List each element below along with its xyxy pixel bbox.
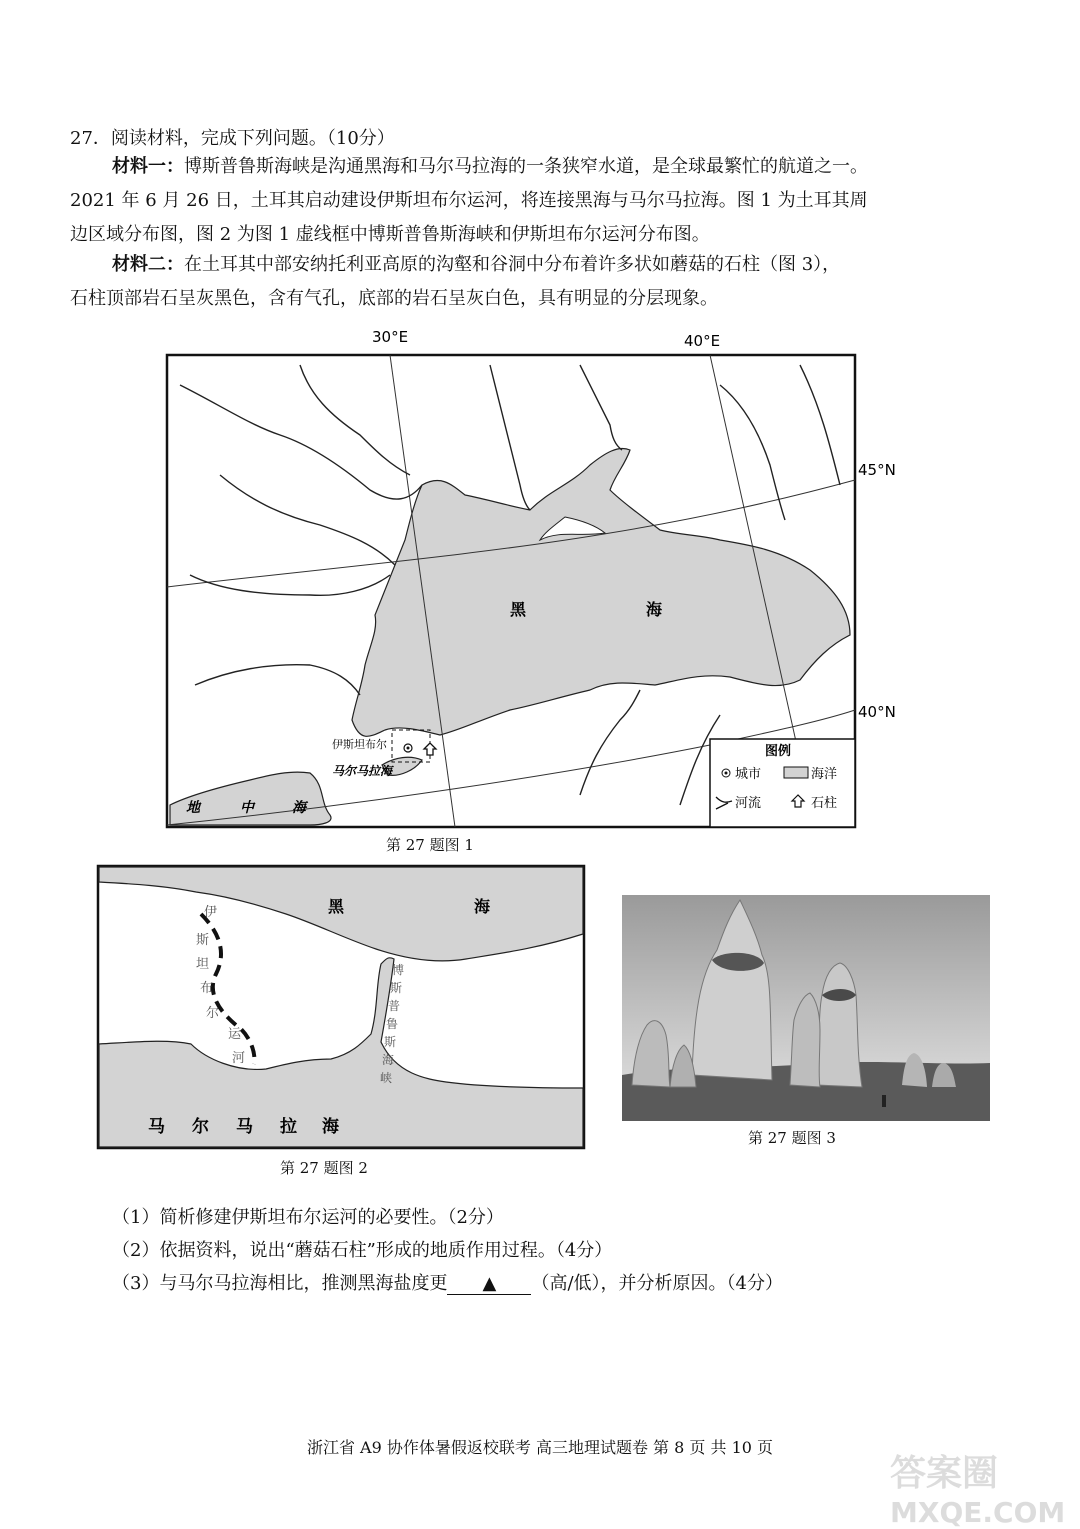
svg-text:坦: 坦 bbox=[196, 957, 210, 972]
svg-text:斯: 斯 bbox=[390, 981, 403, 995]
material1-line1: 博斯普鲁斯海峡是沟通黑海和马尔马拉海的一条狭窄水道，是全球最繁忙的航道之一。 bbox=[184, 156, 868, 177]
material2-line1: 在土耳其中部安纳托利亚高原的沟壑和谷洞中分布着许多状如蘑菇的石柱（图 3）， bbox=[184, 254, 841, 275]
material-one bbox=[70, 150, 868, 252]
svg-text:运: 运 bbox=[228, 1027, 242, 1042]
legend-city-icon bbox=[725, 772, 728, 775]
material2-label: 材料二： bbox=[112, 254, 184, 275]
map2-black-sea-label-1: 黑 bbox=[328, 897, 345, 916]
legend-pillar: 石柱 bbox=[811, 796, 838, 811]
legend-ocean-swatch bbox=[784, 767, 808, 778]
question-title: 27．阅读材料，完成下列问题。（10分） bbox=[70, 128, 395, 149]
svg-text:马: 马 bbox=[148, 1117, 165, 1137]
subquestion-3-part-a: （3）与马尔马拉海相比，推测黑海盐度更 bbox=[112, 1273, 448, 1294]
svg-text:布: 布 bbox=[200, 981, 214, 996]
legend-ocean: 海洋 bbox=[811, 767, 838, 782]
map-figure-1 bbox=[160, 325, 920, 835]
svg-text:斯: 斯 bbox=[384, 1035, 397, 1049]
subquestion-1: （1）简析修建伊斯坦布尔运河的必要性。（2分） bbox=[112, 1207, 504, 1228]
subquestion-3 bbox=[112, 1269, 783, 1295]
svg-text:尔: 尔 bbox=[192, 1117, 209, 1137]
svg-text:鲁: 鲁 bbox=[386, 1017, 399, 1031]
black-sea-label-1: 黑 bbox=[510, 600, 527, 619]
material1-label: 材料一： bbox=[112, 156, 184, 177]
page-footer: 浙江省 A9 协作体暑假返校联考 高三地理试题卷 第 8 页 共 10 页 bbox=[306, 1438, 774, 1457]
answer-blank[interactable]: ▲ bbox=[447, 1273, 531, 1295]
med-label-1: 地 bbox=[186, 800, 200, 816]
mushroom-rock-photo bbox=[622, 895, 990, 1121]
map2-black-sea-label-2: 海 bbox=[474, 897, 491, 916]
svg-text:峡: 峡 bbox=[380, 1071, 393, 1085]
material-two bbox=[70, 248, 840, 316]
svg-text:尔: 尔 bbox=[206, 1006, 220, 1021]
svg-text:海: 海 bbox=[382, 1053, 395, 1067]
svg-text:伊: 伊 bbox=[204, 905, 218, 920]
material1-line2: 2021 年 6 月 26 日，土耳其启动建设伊斯坦布尔运河，将连接黑海与马尔马拉海。图 1 为土耳其周 bbox=[70, 190, 868, 211]
black-sea-label-2: 海 bbox=[646, 600, 663, 619]
material2-line2: 石柱顶部岩石呈灰黑色，含有气孔，底部的岩石呈灰白色，具有明显的分层现象。 bbox=[70, 288, 718, 309]
lon-30-label: 30°E bbox=[372, 328, 409, 346]
watermark-logo bbox=[890, 1445, 1066, 1529]
subquestion-2: （2）依据资料，说出“蘑菇石柱”形成的地质作用过程。（4分） bbox=[112, 1240, 613, 1261]
svg-text:马: 马 bbox=[236, 1117, 253, 1137]
svg-text:海: 海 bbox=[322, 1117, 339, 1137]
lat-40-label: 40°N bbox=[858, 703, 896, 721]
material1-line3: 边区域分布图，图 2 为图 1 虚线框中博斯普鲁斯海峡和伊斯坦布尔运河分布图。 bbox=[70, 224, 710, 245]
marmara-label: 马尔马拉海 bbox=[332, 764, 393, 778]
figure2-caption: 第 27 题图 2 bbox=[280, 1159, 368, 1177]
legend-city: 城市 bbox=[735, 767, 762, 782]
subquestion-3-part-b: （高/低），并分析原因。（4分） bbox=[531, 1273, 783, 1294]
legend-river: 河流 bbox=[735, 796, 762, 811]
istanbul-label: 伊斯坦布尔 bbox=[332, 738, 387, 751]
med-label-2: 中 bbox=[240, 800, 254, 816]
map1-legend bbox=[710, 739, 855, 827]
svg-text:博: 博 bbox=[392, 963, 405, 977]
svg-text:河: 河 bbox=[232, 1051, 246, 1066]
figure1-caption: 第 27 题图 1 bbox=[386, 836, 474, 854]
svg-text:斯: 斯 bbox=[196, 933, 210, 948]
watermark-url: MXQE.COM bbox=[890, 1496, 1066, 1529]
svg-text:普: 普 bbox=[388, 999, 401, 1013]
watermark-text: 答案圈 bbox=[890, 1453, 999, 1494]
map-figure-2 bbox=[96, 864, 588, 1152]
lat-45-label: 45°N bbox=[858, 461, 896, 479]
lon-40-label: 40°E bbox=[684, 332, 721, 350]
figure3-caption: 第 27 题图 3 bbox=[748, 1129, 836, 1147]
med-label-3: 海 bbox=[292, 800, 306, 816]
svg-text:拉: 拉 bbox=[280, 1117, 297, 1137]
legend-title: 图例 bbox=[765, 744, 792, 759]
